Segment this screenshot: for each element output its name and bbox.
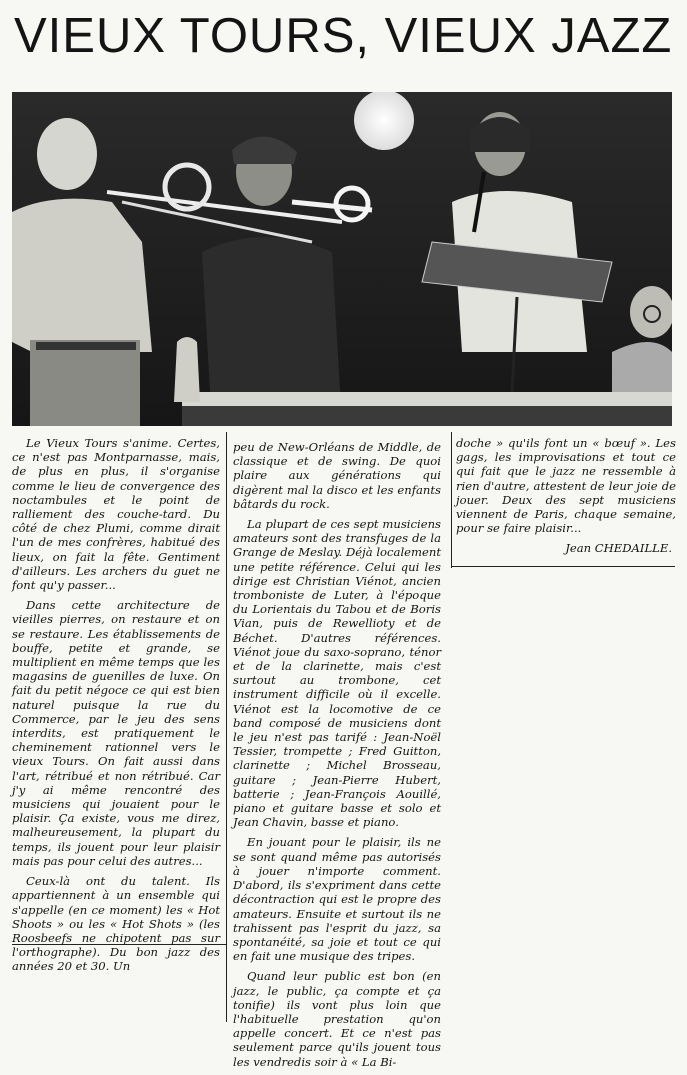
headline: VIEUX TOURS, VIEUX JAZZ — [14, 9, 673, 63]
article-column-3 — [456, 436, 676, 556]
paragraph: La plupart de ces sept musiciens amateurs sont des transfuges de la Grange de Meslay. Déjà localement une petite référence. Celui qui les dirige est Christian Viénot, ancien tromboniste de Luter, à l'époque du Lorientais du Tabou et de Boris Vian, puis de Rewellioty et de Béchet. D'autres références. Viénot joue du saxo-soprano, ténor et de la clarinette, mais c'est surtout au trombone, cet instrument difficile où il excelle. Viénot est la locomotive de ce band composé de musiciens dont le jeu n'est pas tarifé : Jean-Noël Tessier, trompette ; Fred Guitton, clarinette ; Michel Brosseau, guitare ; Jean-Pierre Hubert, batterie ; Jean-François Aouillé, piano et guitare basse et solo et Jean Chavin, basse et piano. — [233, 517, 441, 830]
paragraph: Quand leur public est bon (en jazz, le public, ça compte et ça tonifie) ils vont plus loin que l'habituelle prestation qu'on appelle concert. Et ce n'est pas seulement parce qu'ils jouent tous les vendredis soir à « La Bi- — [233, 969, 441, 1069]
paragraph: En jouant pour le plaisir, ils ne se sont quand même pas autorisés à jouer n'importe comment. D'abord, ils s'expriment dans cette décontraction qui est le propre des amateurs. Ensuite et surtout ils ne trahissent pas l'esprit du jazz, sa spontanéité, sa joie et tout ce qui en fait une musique des tripes. — [233, 835, 441, 964]
paragraph: Le Vieux Tours s'anime. Certes, ce n'est pas Montparnasse, mais, de plus en plus, il s'organise comme le lieu de convergence des noctambules et le point de ralliement des couche-tard. Du côté de chez Plumi, comme dirait l'un de mes confrères, habitué des lieux, on fait la fête. Gentiment d'ailleurs. Les archers du guet ne font qu'y passer... — [12, 436, 220, 593]
column-rule-3 — [451, 566, 675, 567]
paragraph: doche » qu'ils font un « bœuf ». Les gags, les improvisations et tout ce qui fait que le jazz ne ressemble à rien d'autre, attestent de leur joie de jouer. Deux des sept musiciens viennent de Paris, chaque semaine, pour se faire plaisir... — [456, 436, 676, 536]
band-photo — [12, 92, 672, 426]
paragraph: peu de New-Orléans de Middle, de classique et de swing. De quoi plaire aux générations qui digèrent mal la disco et les enfants bâtards du rock. — [233, 440, 441, 511]
article-column-2 — [233, 440, 441, 1075]
author-signature: Jean CHEDAILLE. — [565, 541, 672, 556]
paragraph: Dans cette architecture de vieilles pierres, on restaure et on se restaure. Les établissements de bouffe, petite et grande, se multiplient en même temps que les magasins de guenilles de luxe. On fait du petit négoce ce qui est bien naturel puisque la rue du Commerce, par le jeu des sens interdits, est pratiquement le cheminement rationnel vers le vieux Tours. On fait aussi dans l'art, rétribué et non rétribué. Car j'y ai même rencontré des musiciens qui jouaient pour le plaisir. Ça existe, vous me direz, malheureusement, la plupart du temps, ils jouent pour leur plaisir mais pas pour celui des autres... — [12, 598, 220, 868]
column-rule-1 — [226, 432, 227, 1022]
article-column-1 — [12, 436, 220, 980]
paragraph: Ceux-là ont du talent. Ils appartiennent à un ensemble qui s'appelle (en ce moment) les « Hot Shoots » ou les « Hot Shots » (les Roosbeefs ne chipotent pas sur l'orthographe). Du bon jazz des années 20 et 30. Un — [12, 874, 220, 974]
band-photo-icon — [12, 92, 672, 426]
column-rule-2 — [451, 432, 452, 568]
